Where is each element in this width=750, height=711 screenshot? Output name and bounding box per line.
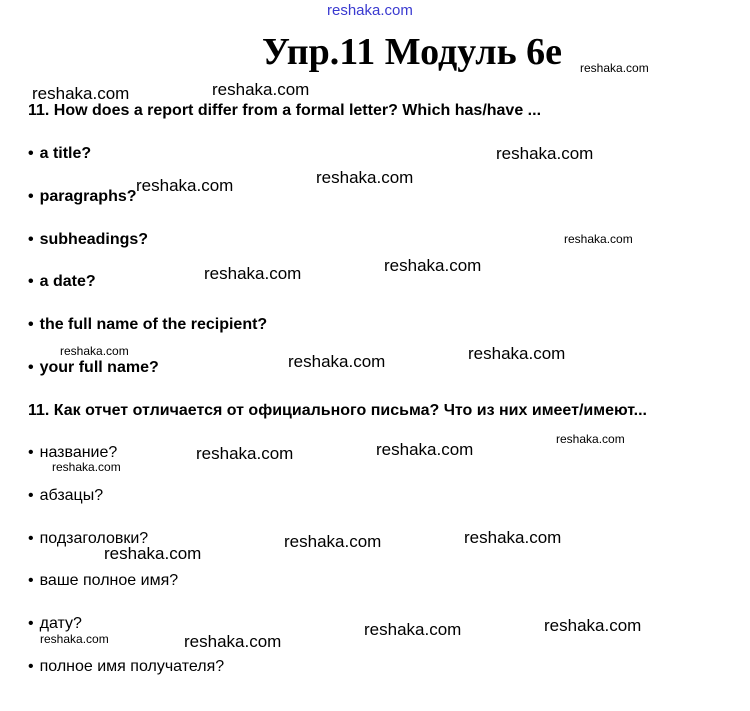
page-title: Упр.11 Модуль 6е <box>262 31 563 73</box>
question-russian: 11. Как отчет отличается от официального письма? Что из них имеет/имеют... <box>28 402 647 419</box>
watermark: reshaka.com <box>288 352 386 371</box>
watermark: reshaka.com <box>184 632 282 651</box>
list-item: • paragraphs? <box>28 188 137 205</box>
list-item: • a title? <box>28 145 92 162</box>
watermark: reshaka.com <box>104 544 202 563</box>
list-item: • your full name? <box>28 359 159 376</box>
watermark: reshaka.com <box>316 168 414 187</box>
watermark: reshaka.com <box>40 632 109 646</box>
list-item: • the full name of the recipient? <box>28 316 268 333</box>
watermark: reshaka.com <box>136 176 234 195</box>
watermark: reshaka.com <box>580 61 649 75</box>
watermark: reshaka.com <box>384 256 482 275</box>
question-english: 11. How does a report differ from a formal letter? Which has/have ... <box>28 102 542 119</box>
watermark-top: reshaka.com <box>327 2 413 19</box>
watermark: reshaka.com <box>284 532 382 551</box>
watermark: reshaka.com <box>204 264 302 283</box>
list-item: • subheadings? <box>28 231 149 248</box>
list-item: • дату? <box>28 615 82 632</box>
watermark: reshaka.com <box>32 84 130 103</box>
list-item: • подзаголовки? <box>28 530 149 547</box>
list-item: • полное имя получателя? <box>28 658 225 675</box>
list-item: • абзацы? <box>28 487 104 504</box>
watermark: reshaka.com <box>464 528 562 547</box>
watermark: reshaka.com <box>544 616 642 635</box>
watermark: reshaka.com <box>496 144 594 163</box>
watermark: reshaka.com <box>564 232 633 246</box>
list-item: • название? <box>28 444 118 461</box>
watermark: reshaka.com <box>556 432 625 446</box>
list-item: • a date? <box>28 273 96 290</box>
watermark: reshaka.com <box>364 620 462 639</box>
watermark: reshaka.com <box>60 344 129 358</box>
watermark: reshaka.com <box>376 440 474 459</box>
watermark: reshaka.com <box>196 444 294 463</box>
list-item: • ваше полное имя? <box>28 572 179 589</box>
watermark: reshaka.com <box>212 80 310 99</box>
watermark: reshaka.com <box>52 460 121 474</box>
watermark: reshaka.com <box>468 344 566 363</box>
